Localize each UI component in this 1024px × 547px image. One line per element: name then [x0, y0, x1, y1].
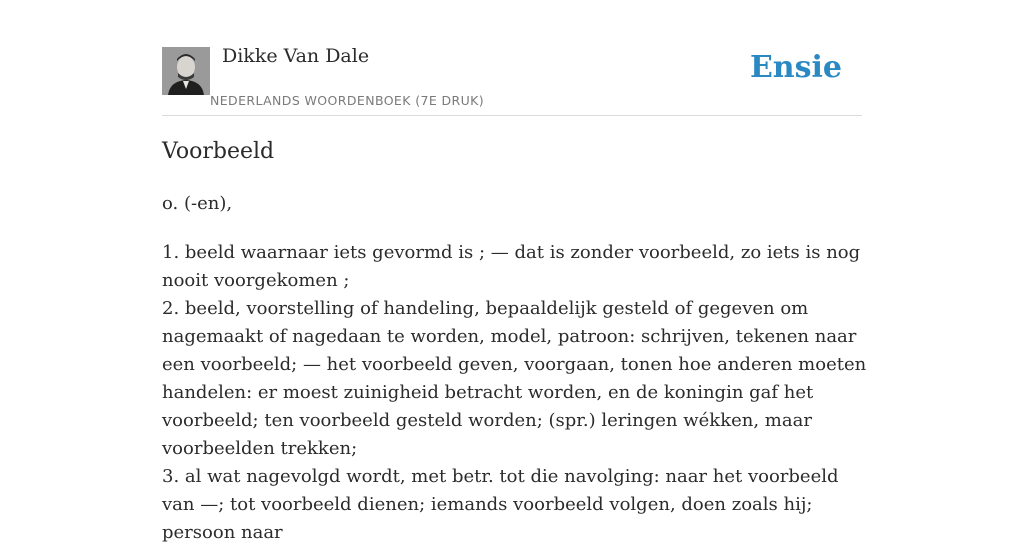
grammar-info: o. (-en),: [162, 193, 233, 214]
main-content: [162, 0, 867, 543]
brand-logo[interactable]: Ensie: [749, 50, 842, 85]
definition-item: 3. al wat nagevolgd wordt, met betr. tot die navolging: naar het voorbeeld van —; tot voorbeeld dienen; iemands voorbeeld volgen, doen zoals hij; persoon naar: [162, 466, 839, 543]
author-name[interactable]: Dikke Van Dale: [222, 45, 370, 67]
source-label: NEDERLANDS WOORDENBOEK (7E DRUK): [210, 93, 485, 108]
header: [162, 0, 862, 116]
page-title: Voorbeeld: [162, 139, 275, 164]
avatar[interactable]: [162, 47, 210, 95]
definition-list: [162, 239, 874, 547]
definition-item: 1. beeld waarnaar iets gevormd is ; — dat is zonder voorbeeld, zo iets is nog nooit voorgekomen ;: [162, 242, 861, 291]
author-portrait-icon: [162, 47, 210, 95]
definition-item: 2. beeld, voorstelling of handeling, bepaaldelijk gesteld of gegeven om nagemaakt of nagedaan te worden, model, patroon: schrijven, tekenen naar een voorbeeld; — het voorbeeld geven, voorgaan, tonen hoe anderen moeten handelen: er moest zuinigheid betracht worden, en de koningin gaf het voorbeeld; ten voorbeeld gesteld worden; (spr.) leringen wékken, maar voorbeelden trekken;: [162, 298, 867, 459]
